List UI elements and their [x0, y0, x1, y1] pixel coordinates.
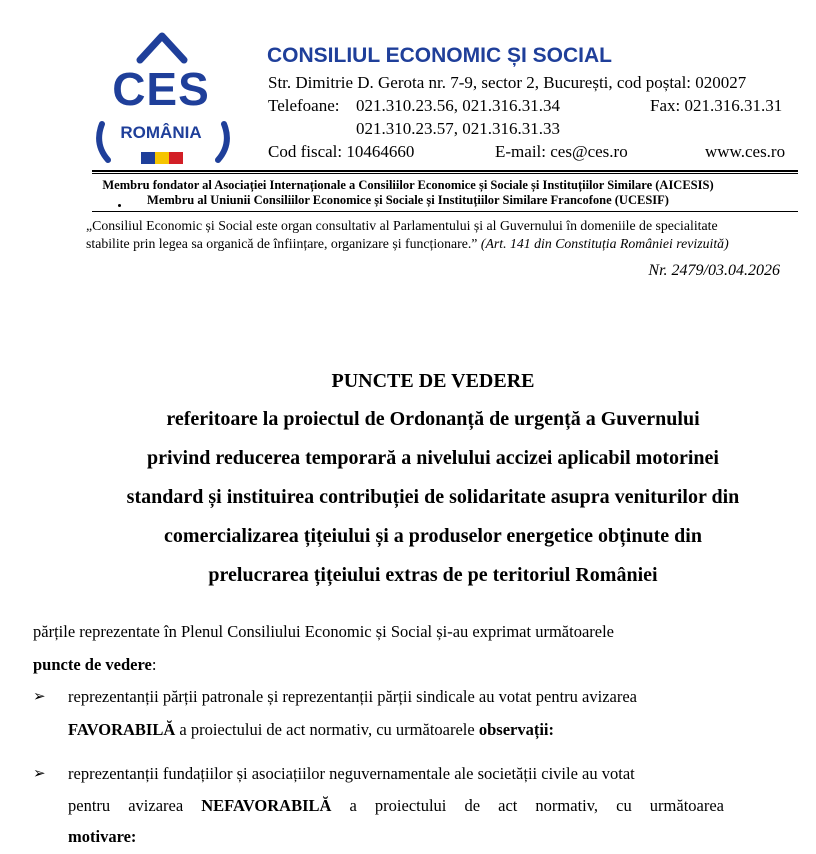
- document-heading: PUNCTE DE VEDERE: [331, 370, 535, 392]
- romania-flag-icon: [141, 152, 183, 164]
- header-divider-bottom: [92, 211, 798, 212]
- bullet-1-line-1: reprezentanții părții patronale și reprezentanții părții sindicale au votat pentru avizarea: [68, 687, 637, 706]
- phones-label: Telefoane:: [268, 96, 340, 115]
- constitution-quote-line-2: [86, 235, 729, 253]
- title-line: standard și instituirea contribuției de solidaritate asupra veniturilor din: [126, 486, 740, 508]
- fiscal-code: Cod fiscal: 10464660: [268, 142, 415, 161]
- organization-name: CONSILIUL ECONOMIC ȘI SOCIAL: [267, 44, 612, 67]
- membership-ucesif: Membru al Uniunii Consiliilor Economice și Sociale și Instituțiilor Similare Francofone (UCESIF): [147, 193, 669, 207]
- logo-acronym: CES: [112, 63, 210, 115]
- intro-line-2: puncte de vedere:: [33, 655, 157, 674]
- title-line: comercializarea țițeiului și a produselor energetice obținute din: [164, 525, 702, 547]
- header-divider-top-thin: [92, 173, 798, 174]
- intro-bold: puncte de vedere: [33, 655, 152, 674]
- bullet-1-line-2: FAVORABILĂ a proiectului de act normativ, cu următoarele observații:: [68, 720, 554, 739]
- arrow-bullet-icon: ➢: [33, 689, 46, 705]
- bullet-2-line-2: pentru avizarea NEFAVORABILĂ a proiectului de act normativ, cu următoarea: [68, 796, 724, 815]
- title-line: prelucrarea țițeiului extras de pe teritoriul României: [208, 564, 658, 586]
- fax-number: Fax: 021.316.31.31: [650, 96, 783, 115]
- website: www.ces.ro: [705, 142, 786, 161]
- bullet-2-line-1: reprezentanții fundațiilor și asociațiilor neguvernamentale ale societății civile au votat: [68, 764, 635, 783]
- constitution-quote-line-1: „Consiliul Economic și Social este organ consultativ al Parlamentului și al Guvernului în domeniile de specialitate: [86, 218, 718, 233]
- quote-text: stabilite prin legea sa organică de înființare, organizare și funcționare.”: [86, 236, 478, 251]
- bullet-2-line-3: motivare:: [68, 827, 137, 846]
- phones-line-1: 021.310.23.56, 021.316.31.34: [356, 96, 560, 115]
- header-divider-top: [92, 170, 798, 172]
- address: Str. Dimitrie D. Gerota nr. 7-9, sector 2, București, cod poștal: 020027: [268, 73, 747, 92]
- arrow-bullet-icon: ➢: [33, 766, 46, 782]
- dot-mark: [118, 204, 121, 207]
- quote-source: (Art. 141 din Constituția României revizuită): [480, 236, 729, 251]
- intro-line: părțile reprezentate în Plenul Consiliului Economic și Social și-au exprimat următoarele: [33, 622, 614, 641]
- ces-logo: [78, 14, 248, 164]
- logo-country: ROMÂNIA: [120, 123, 202, 142]
- title-line: privind reducerea temporară a nivelului accizei aplicabil motorinei: [147, 447, 719, 469]
- document-number: Nr. 2479/03.04.2026: [648, 262, 780, 279]
- title-line: referitoare la proiectul de Ordonanță de urgență a Guvernului: [166, 408, 700, 430]
- membership-aicesis: Membru fondator al Asociației Internaționale a Consiliilor Economice și Sociale și Instituțiilor Similare (AICESIS): [102, 178, 714, 192]
- email: E-mail: ces@ces.ro: [495, 142, 628, 161]
- phones-line-2: 021.310.23.57, 021.316.31.33: [356, 119, 560, 138]
